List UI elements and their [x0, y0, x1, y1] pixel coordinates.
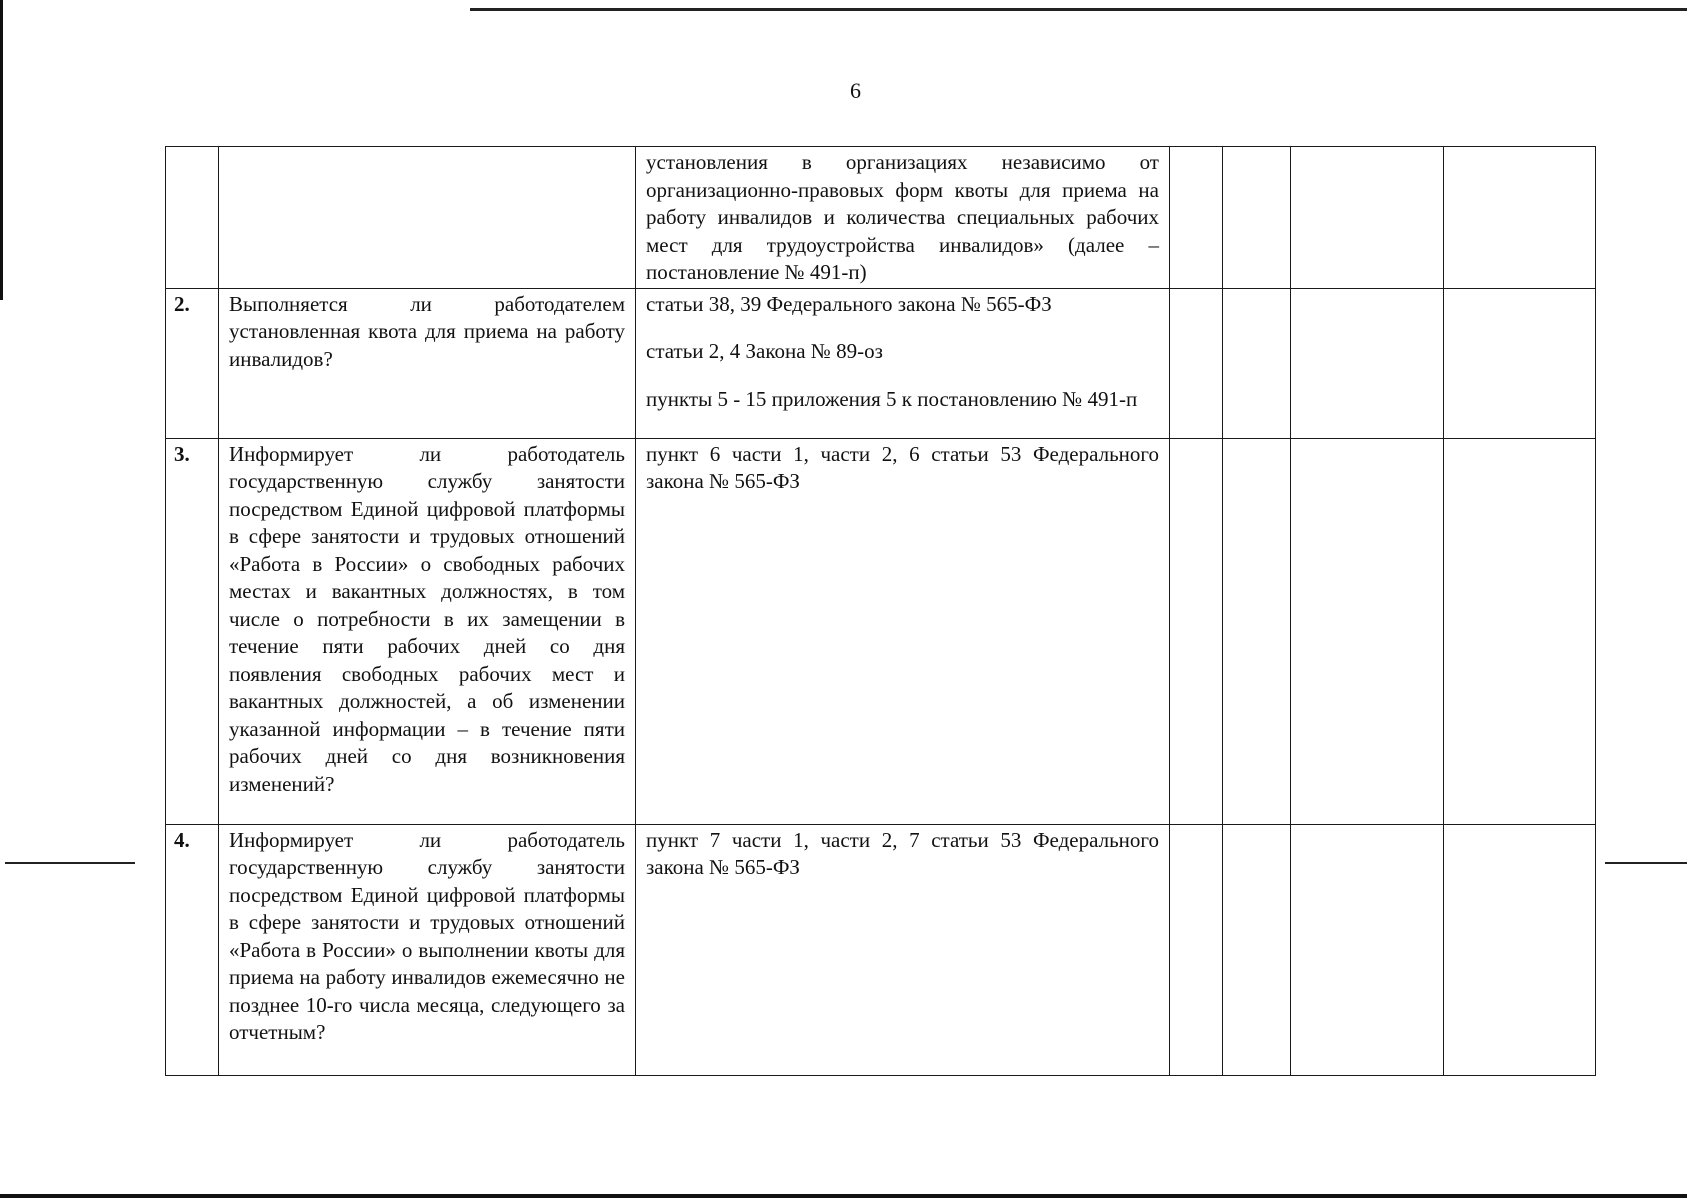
- scan-line-bottom: [0, 1194, 1687, 1198]
- answer-na-cell: [1291, 824, 1444, 1075]
- scan-line-top: [470, 8, 1687, 11]
- legal-basis-text: пункт 6 части 1, части 2, 6 статьи 53 Федерального закона № 565-ФЗ: [646, 441, 1159, 493]
- row-number: 3.: [166, 438, 219, 824]
- legal-basis-cell: [636, 288, 1170, 438]
- answer-no-cell: [1223, 288, 1291, 438]
- legal-basis-cell: [636, 438, 1170, 824]
- answer-no-cell: [1223, 147, 1291, 289]
- legal-basis-cell: [636, 147, 1170, 289]
- row-number: [166, 147, 219, 289]
- row-number: 2.: [166, 288, 219, 438]
- scan-mark-right: [1605, 862, 1687, 864]
- legal-basis-text: статьи 2, 4 Закона № 89-оз: [646, 339, 883, 363]
- scan-mark-left: [5, 862, 135, 864]
- table-row: [166, 824, 1596, 1075]
- table-row: [166, 438, 1596, 824]
- answer-yes-cell: [1170, 288, 1223, 438]
- answer-na-cell: [1291, 288, 1444, 438]
- legal-basis-text: статьи 38, 39 Федерального закона № 565-ФЗ: [646, 291, 1052, 316]
- checklist-table: [165, 146, 1596, 1076]
- legal-basis-cell: [636, 824, 1170, 1075]
- row-number: 4.: [166, 824, 219, 1075]
- scan-edge-left: [0, 0, 3, 300]
- legal-basis-text: пункт 7 части 1, части 2, 7 статьи 53 Федерального закона № 565-ФЗ: [646, 827, 1159, 879]
- note-cell: [1444, 824, 1596, 1075]
- answer-yes-cell: [1170, 824, 1223, 1075]
- question-cell: Информирует ли работодатель государственную службу занятости посредством Единой цифровой платформы в сфере занятости и трудовых отношений «Работа в России» о выполнении квоты для приема на работу инвалидов ежемесячно не позднее 10-го числа месяца, следующего за отчетным?: [219, 824, 636, 1075]
- note-cell: [1444, 288, 1596, 438]
- note-cell: [1444, 147, 1596, 289]
- answer-na-cell: [1291, 147, 1444, 289]
- legal-basis-text: установления в организациях независимо от организационно-правовых форм квоты для приема на работу инвалидов и количества специальных рабочих мест для трудоустройства инвалидов» (далее – постановление № 491-п): [646, 150, 1159, 284]
- question-cell: Информирует ли работодатель государственную службу занятости посредством Единой цифровой платформы в сфере занятости и трудовых отношений «Работа в России» о свободных рабочих местах и вакантных должностях, в том числе о потребности в их замещении в течение пяти рабочих дней со дня появления свободных рабочих мест и вакантных должностей, а об изменении указанной информации – в течение пяти рабочих дней со дня возникновения изменений?: [219, 438, 636, 824]
- table-row: [166, 288, 1596, 438]
- legal-basis-text: пункты 5 - 15 приложения 5 к постановлению № 491-п: [646, 386, 1138, 411]
- question-cell: [219, 147, 636, 289]
- answer-yes-cell: [1170, 438, 1223, 824]
- answer-no-cell: [1223, 438, 1291, 824]
- page-number: 6: [850, 78, 861, 103]
- note-cell: [1444, 438, 1596, 824]
- table-row: [166, 147, 1596, 289]
- answer-no-cell: [1223, 824, 1291, 1075]
- answer-yes-cell: [1170, 147, 1223, 289]
- answer-na-cell: [1291, 438, 1444, 824]
- question-cell: Выполняется ли работодателем установленная квота для приема на работу инвалидов?: [219, 288, 636, 438]
